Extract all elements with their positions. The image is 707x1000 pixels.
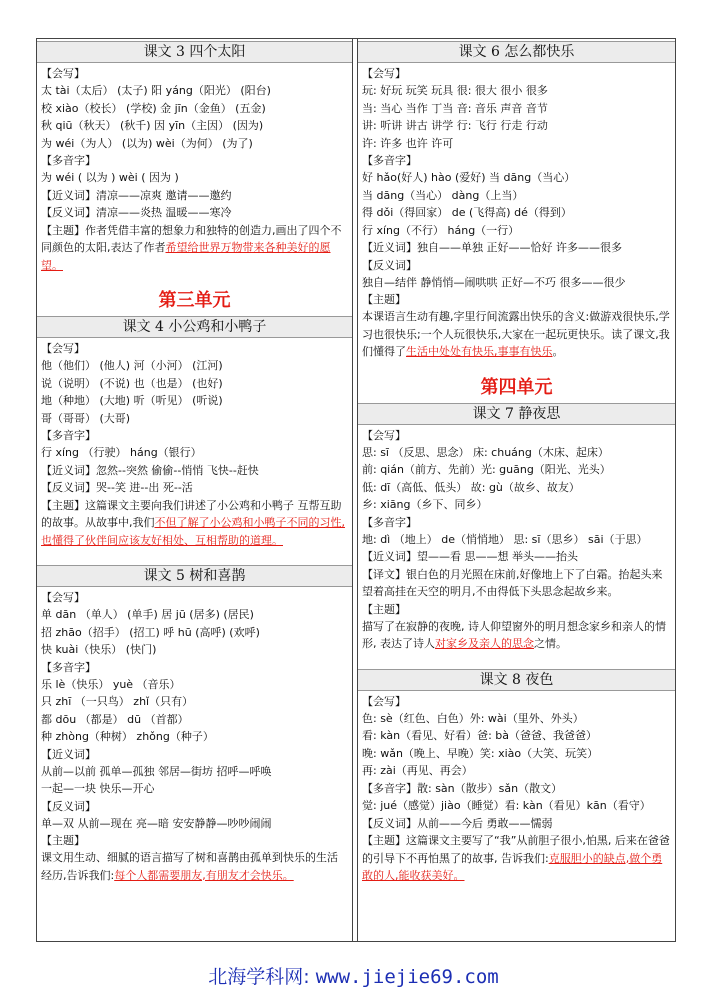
theme-paragraph: 课文用生动、细腻的语言描写了树和喜鹊由孤单到快乐的生活经历,告诉我们:每个人都需要朋友,有朋友才会快乐。 [41,851,338,882]
polyphone-row: 地: dì （地上） de（悄悄地） 思: sī（思乡） sāi（于思） [362,532,648,546]
section-label: 【会写】 [41,342,85,355]
lesson-6-title: 课文 6 怎么都快乐 [358,41,675,63]
theme-highlight: 不但了解了小公鸡和小鸭子不同的习性,也懂得了伙伴间应该友好相处、互相帮助的道理。 [41,516,345,547]
vocab-row: 当: 当心 当作 丁当 音: 音乐 声音 音节 [362,101,548,115]
section-label: 【会写】 [362,428,406,442]
lesson-4-title: 课文 4 小公鸡和小鸭子 [37,316,352,338]
section-label: 【主题】 [362,602,406,616]
synonym-row: 一起—一块 快乐—开心 [41,782,155,795]
polyphone-row: 觉: jué（感觉）jiào（睡觉）看: kàn（看见）kān（看守） [362,799,651,812]
lesson-7-title: 课文 7 静夜思 [358,403,675,425]
vocab-row: 说（说明） (不说) 也（也是） (也好) [41,376,223,390]
section-label: 【反义词】 [362,258,417,272]
vocab-row: 为 wéi（为人） (以为) wèi（为何） (为了) [41,136,253,150]
vocab-row: 许: 许多 也许 许可 [362,136,454,150]
polyphone-row: 好 hǎo(好人) hào (爱好) 当 dāng（当心） [362,171,576,184]
polyphone-row: 都 dōu （都是） dū （首都） [41,712,189,726]
theme-highlight: 克服胆小的缺点,做个勇敢的人,能收获美好。 [362,851,663,882]
section-label: 【会写】 [362,694,406,708]
footer-site-url[interactable]: www.jiejie69.com [315,966,499,988]
section-label: 【多音字】 [41,660,96,674]
polyphone-row: 【多音字】散: sàn（散步）sǎn（散文） [362,781,563,795]
synonym-row: 【近义词】清凉——凉爽 邀请——邀约 [41,188,232,202]
vocab-row: 哥（哥哥） (大哥) [41,411,131,425]
unit-4-heading: 第四单元 [480,376,553,398]
theme-paragraph: 本课语言生动有趣,字里行间流露出快乐的含义:做游戏很快乐,学习也很快乐;一个人玩很快乐,大家在一起玩更快乐。读了课文,我们懂得了生活中处处有快乐,事事有快乐。 [362,310,670,358]
unit-3-heading: 第三单元 [158,290,231,311]
theme-paragraph: 描写了在寂静的夜晚, 诗人仰望窗外的明月想念家乡和亲人的情形, 表达了诗人对家乡及亲人的思念之情。 [362,619,666,650]
site-footer [0,962,707,989]
section-label: 【反义词】 [41,799,96,813]
vocab-row: 前: qián（前方、先前）光: guāng（阳光、光头） [362,463,611,476]
lesson-5-title: 课文 5 树和喜鹊 [37,565,352,587]
antonym-row: 【反义词】从前——今后 勇敢——懦弱 [362,816,553,830]
right-column [357,39,675,941]
theme-paragraph: 【主题】这篇课文主要写了“我”从前胆子很小,怕黑, 后来在爸爸的引导下不再怕黑了的故事, 告诉我们:克服胆小的缺点,做个勇敢的人,能收获美好。 [362,834,670,882]
section-label: 【多音字】 [362,515,417,529]
vocab-row: 思: sī （反思、思念） 床: chuáng（木床、起床） [362,445,609,459]
polyphone-row: 为 wéi ( 以为 ) wèi ( 因为 ) [41,171,179,184]
lesson-8-title: 课文 8 夜色 [358,669,675,691]
translation-paragraph: 【译文】银白色的月光照在床前,好像地上下了白霜。抬起头来望着高挂在天空的明月,不由得低下头思念起故乡来。 [362,567,663,598]
vocab-row: 晚: wǎn（晚上、早晚）笑: xiào（大笑、玩笑） [362,746,599,760]
section-label: 【会写】 [41,67,85,80]
section-label: 【多音字】 [41,154,96,167]
polyphone-row: 行 xíng （行驶） háng（银行） [41,446,202,459]
footer-site-name: 北海学科网: [208,966,316,988]
synonym-row: 【近义词】独自——单独 正好——恰好 许多——很多 [362,241,622,254]
antonym-row: 【反义词】哭--笑 进--出 死--活 [41,481,193,494]
vocab-row: 快 kuài（快乐） (快门) [41,643,157,656]
synonym-row: 【近义词】望——看 思——想 举头——抬头 [362,550,578,563]
vocab-row: 玩: 好玩 玩笑 玩具 很: 很大 很小 很多 [362,84,548,97]
synonym-row: 【近义词】忽然--突然 偷偷--悄悄 飞快--赶快 [41,463,259,477]
vocab-row: 校 xiào（校长） (学校) 金 jīn（金鱼） (五金) [41,101,266,115]
polyphone-row: 行 xíng（不行） háng（一行） [362,223,520,237]
vocab-row: 秋 qiū（秋天） (秋千) 因 yīn（主因） (因为) [41,119,264,132]
vocab-row: 他（他们） (他人) 河（小河） (江河) [41,359,223,372]
vocab-row: 再: zài（再见、再会） [362,764,473,777]
polyphone-row: 得 dǒi（得回家） de (飞得高) dé（得到） [362,206,572,219]
section-label: 【近义词】 [41,747,96,761]
section-label: 【会写】 [41,591,85,604]
theme-paragraph: 【主题】作者凭借丰富的想象力和独特的创造力,画出了四个不同颜色的太阳,表达了作者希望给世界万物带来各种美好的愿望。 [41,223,342,272]
section-label: 【主题】 [362,293,406,306]
vocab-row: 色: sè（红色、白色）外: wài（里外、外头） [362,711,584,725]
theme-highlight: 每个人都需要朋友,有朋友才会快乐。 [114,868,294,882]
vocab-row: 低: dī（高低、低头） 故: gù（故乡、故友） [362,480,580,494]
antonym-row: 【反义词】清凉——炎热 温暖——寒冷 [41,206,232,219]
theme-highlight: 希望给世界万物带来各种美好的愿望。 [41,241,331,272]
polyphone-row: 种 zhòng（种树） zhǒng（种子） [41,730,214,743]
vocab-row: 看: kàn（看见、好看）爸: bà（爸爸、我爸爸） [362,729,598,742]
vocab-row: 讲: 听讲 讲古 讲学 行: 飞行 行走 行动 [362,119,548,132]
section-label: 【主题】 [41,834,85,847]
section-label: 【多音字】 [362,154,417,167]
vocab-row: 地（种地） (大地) 听（听见） (听说) [41,394,223,407]
vocab-row: 太 tài（太后） (太子) 阳 yáng（阳光） (阳台) [41,84,271,97]
polyphone-row: 当 dāng（当心） dàng（上当） [362,188,524,202]
theme-highlight: 生活中处处有快乐,事事有快乐 [406,345,553,358]
left-column [37,39,353,941]
polyphone-row: 只 zhī （一只鸟） zhǐ（只有） [41,695,194,708]
section-label: 【多音字】 [41,429,96,442]
antonym-row: 单—双 从前—现在 亮—暗 安安静静—吵吵闹闹 [41,816,272,830]
theme-highlight: 对家乡及亲人的思念 [435,637,534,650]
polyphone-row: 乐 lè（快乐） yuè （音乐） [41,677,181,691]
synonym-row: 从前—以前 孤单—孤独 邻居—街坊 招呼—呼唤 [41,764,272,778]
vocab-row: 乡: xiāng（乡下、同乡） [362,498,488,511]
antonym-row: 独自—结伴 静悄悄—闹哄哄 正好—不巧 很多——很少 [362,275,626,289]
lesson-3-title: 课文 3 四个太阳 [37,41,352,63]
section-label: 【会写】 [362,67,406,80]
vocab-row: 招 zhāo（招手） (招工) 呼 hū (高呼) (欢呼) [41,625,260,639]
document-frame [36,38,676,942]
vocab-row: 单 dān （单人） (单手) 居 jū (居多) (居民) [41,608,254,621]
theme-paragraph: 【主题】这篇课文主要向我们讲述了小公鸡和小鸭子 互帮互助的故事。从故事中,我们不但了解了小公鸡和小鸭子不同的习性,也懂得了伙伴间应该友好相处、互相帮助的道理。 [41,498,345,547]
